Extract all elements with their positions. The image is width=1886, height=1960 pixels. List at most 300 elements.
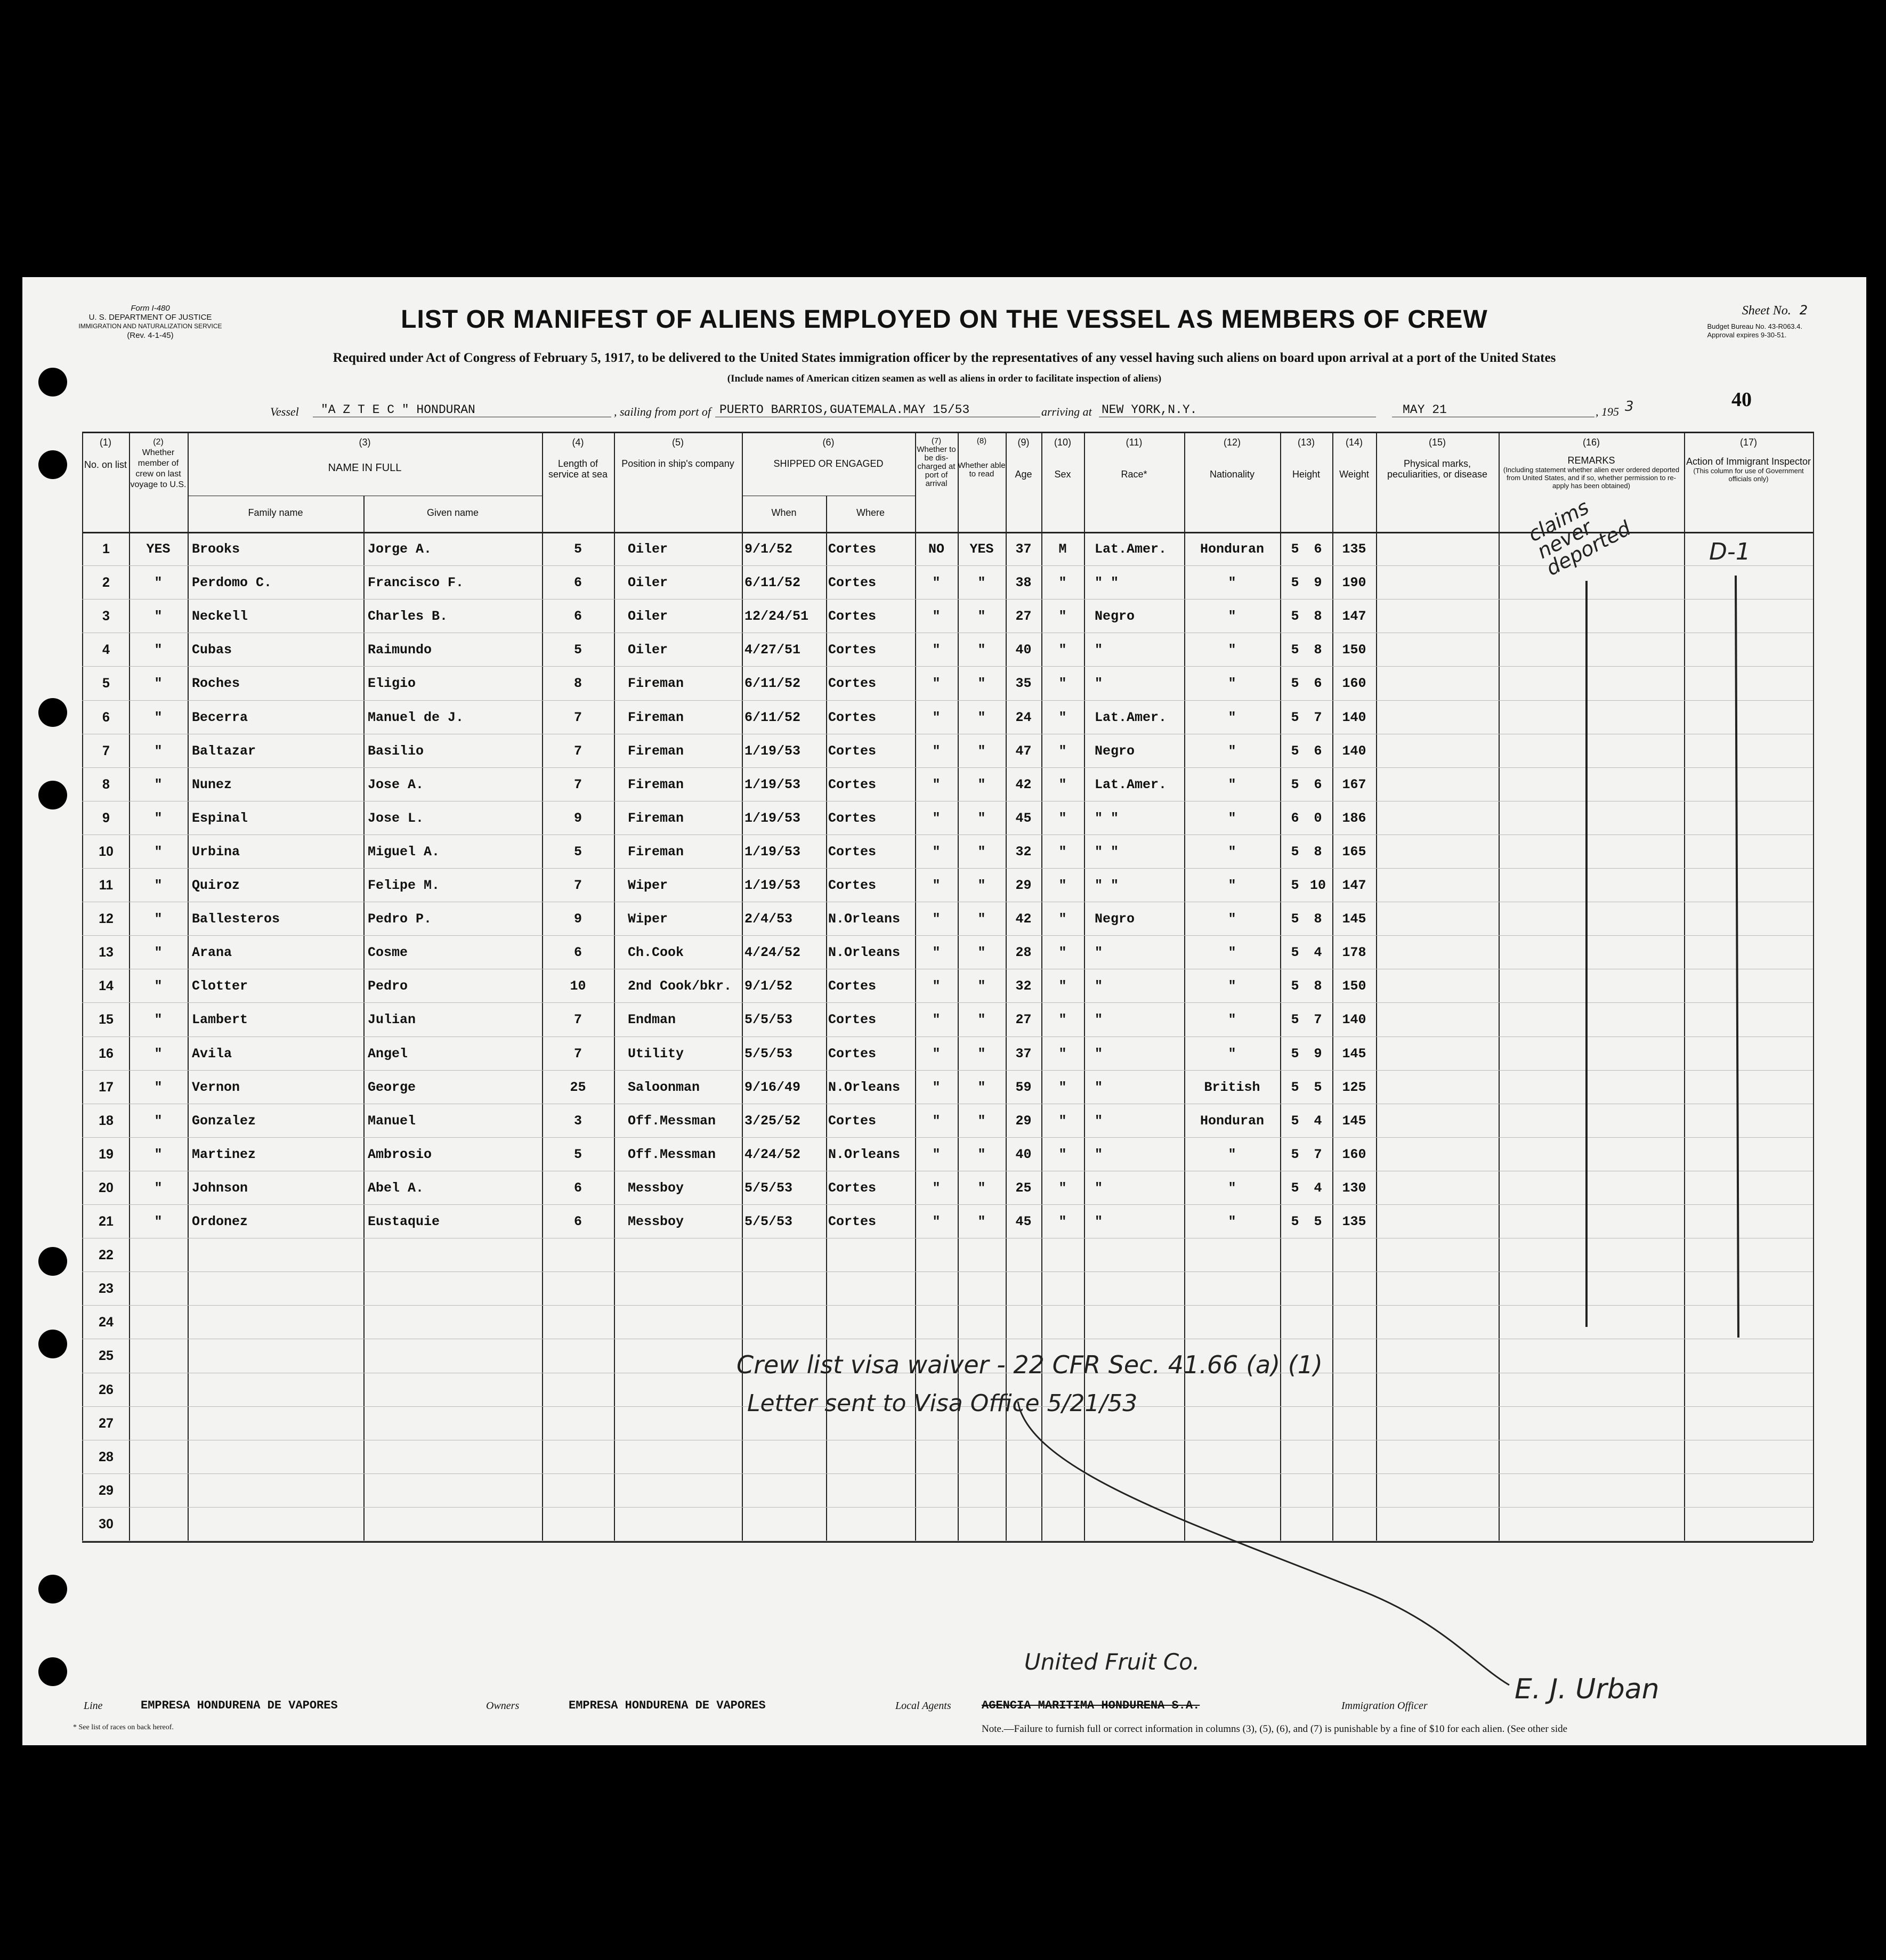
cell-read: " <box>977 945 986 961</box>
cell-where: Cortes <box>828 609 877 625</box>
cell-position: Oiler <box>628 575 668 591</box>
cell-sex: " <box>1058 676 1067 692</box>
cell-disch: " <box>932 810 941 826</box>
manifest-sheet <box>22 277 1866 1745</box>
cell-position: Messboy <box>628 1214 684 1229</box>
cell-given: Jose A. <box>368 776 424 792</box>
col-17-header: (17) Action of Immigrant Inspector (This column for use of Government officials only) <box>1686 437 1811 483</box>
cell-when: 1/19/53 <box>744 743 801 759</box>
cell-family: Ordonez <box>192 1214 248 1229</box>
cell-age: 40 <box>1015 642 1032 658</box>
cell-last: " <box>154 878 163 893</box>
cell-disch: " <box>932 575 941 591</box>
cell-last: " <box>154 911 163 927</box>
remark-handwritten: claims never deported <box>1524 495 1635 580</box>
col-8-header: (8) Whether able to read <box>958 436 1006 479</box>
row-number: 30 <box>99 1516 114 1532</box>
cell-nat: " <box>1228 1180 1236 1196</box>
cell-given: Cosme <box>368 945 408 961</box>
cell-family: Arana <box>192 945 232 961</box>
row-number: 15 <box>99 1012 114 1027</box>
cell-nat: " <box>1228 1146 1236 1162</box>
cell-disch: " <box>932 776 941 792</box>
cell-when: 3/25/52 <box>744 1113 801 1129</box>
service: IMMIGRATION AND NATURALIZATION SERVICE <box>78 322 222 330</box>
cell-service: 6 <box>573 609 582 625</box>
cell-nat: " <box>1228 709 1236 725</box>
cell-service: 6 <box>573 945 582 961</box>
cell-read: " <box>977 810 986 826</box>
row-number: 12 <box>99 911 114 927</box>
cell-nat: " <box>1228 1012 1236 1028</box>
cell-age: 37 <box>1015 541 1032 557</box>
cell-position: Off.Messman <box>628 1113 716 1129</box>
cell-position: Fireman <box>628 709 684 725</box>
cell-age: 32 <box>1015 844 1032 860</box>
year-suffix: 3 <box>1625 399 1634 415</box>
cell-service: 5 <box>573 541 582 557</box>
cell-ft: 5 <box>1291 609 1299 625</box>
cell-ft: 5 <box>1291 743 1299 759</box>
cell-service: 7 <box>573 878 582 893</box>
row-number: 24 <box>99 1315 114 1330</box>
cell-race: " " <box>1095 844 1119 860</box>
cell-read: " <box>977 978 986 994</box>
cell-in: 9 <box>1314 1046 1322 1062</box>
cell-disch: " <box>932 1113 941 1129</box>
cell-last: " <box>154 844 163 860</box>
cell-in: 7 <box>1314 1146 1322 1162</box>
cell-where: Cortes <box>828 1012 877 1028</box>
cell-age: 45 <box>1015 1214 1032 1229</box>
row-number: 13 <box>99 945 114 960</box>
cell-last: " <box>154 1046 163 1062</box>
cell-ft: 5 <box>1291 776 1299 792</box>
col-7-header: (7) Whether to be dis-charged at port of arrival <box>917 436 956 488</box>
cell-in: 6 <box>1314 541 1322 557</box>
cell-nat: " <box>1228 743 1236 759</box>
cell-position: Messboy <box>628 1180 684 1196</box>
cell-read: " <box>977 911 986 927</box>
cell-read: " <box>977 1180 986 1196</box>
cell-read: " <box>977 878 986 893</box>
row-number: 10 <box>99 844 114 859</box>
cell-read: " <box>977 1046 986 1062</box>
cell-service: 5 <box>573 642 582 658</box>
cell-service: 6 <box>573 1180 582 1196</box>
owners-label: Owners <box>486 1700 520 1712</box>
punch-hole <box>38 1657 67 1686</box>
cell-service: 10 <box>570 978 586 994</box>
cell-in: 8 <box>1314 642 1322 658</box>
cell-disch: " <box>932 1180 941 1196</box>
cell-race: " <box>1095 1046 1103 1062</box>
cell-age: 29 <box>1015 1113 1032 1129</box>
col-13-header: (13) Height <box>1292 437 1321 480</box>
cell-wt: 150 <box>1342 978 1366 994</box>
cell-in: 5 <box>1314 1079 1322 1095</box>
cell-wt: 135 <box>1342 541 1366 557</box>
cell-disch: " <box>932 878 941 893</box>
cell-family: Nunez <box>192 776 232 792</box>
cell-sex: " <box>1058 1146 1067 1162</box>
col-1-header: (1) No. on list <box>84 437 127 470</box>
cell-last: " <box>154 709 163 725</box>
revision: (Rev. 4-1-45) <box>127 331 174 340</box>
punch-hole <box>38 368 67 396</box>
cell-family: Quiroz <box>192 878 240 893</box>
cell-where: Cortes <box>828 676 877 692</box>
row-number: 17 <box>99 1079 114 1095</box>
cell-ft: 5 <box>1291 878 1299 893</box>
cell-given: Manuel <box>368 1113 416 1129</box>
cell-given: Pedro <box>368 978 408 994</box>
where-header: Where <box>856 507 885 518</box>
cell-wt: 130 <box>1342 1180 1366 1196</box>
cell-position: Fireman <box>628 676 684 692</box>
col-12-header: (12) Nationality <box>1209 437 1255 480</box>
cell-service: 6 <box>573 575 582 591</box>
cell-read: YES <box>969 541 994 557</box>
cell-when: 5/5/53 <box>744 1012 793 1028</box>
cell-ft: 5 <box>1291 911 1299 927</box>
cell-wt: 147 <box>1342 878 1366 893</box>
punch-hole <box>38 1330 67 1358</box>
row-number: 20 <box>99 1180 114 1195</box>
cell-ft: 5 <box>1291 676 1299 692</box>
handwritten-strokes <box>22 277 1866 1745</box>
cell-ft: 5 <box>1291 1180 1299 1196</box>
local-agents-label: Local Agents <box>895 1700 951 1712</box>
cell-service: 9 <box>573 911 582 927</box>
cell-family: Cubas <box>192 642 232 658</box>
cell-age: 38 <box>1015 575 1032 591</box>
cell-race: " " <box>1095 575 1119 591</box>
cell-race: Negro <box>1095 743 1135 759</box>
col-15-header: (15) Physical marks, peculiarities, or disease <box>1387 437 1488 480</box>
cell-family: Avila <box>192 1046 232 1062</box>
row-number: 21 <box>99 1214 114 1229</box>
cell-read: " <box>977 1012 986 1028</box>
cell-race: " <box>1095 642 1103 658</box>
cell-wt: 145 <box>1342 1046 1366 1062</box>
cell-race: Lat.Amer. <box>1095 709 1167 725</box>
cell-nat: " <box>1228 642 1236 658</box>
cell-position: Oiler <box>628 609 668 625</box>
cell-where: Cortes <box>828 709 877 725</box>
cell-race: " " <box>1095 878 1119 893</box>
cell-disch: " <box>932 911 941 927</box>
cell-nat: " <box>1228 844 1236 860</box>
arriving-at-value: NEW YORK,N.Y. <box>1102 403 1197 417</box>
cell-age: 29 <box>1015 878 1032 893</box>
cell-where: N.Orleans <box>828 911 901 927</box>
cell-age: 42 <box>1015 776 1032 792</box>
row-number: 5 <box>102 676 110 691</box>
cell-in: 8 <box>1314 911 1322 927</box>
cell-given: Francisco F. <box>368 575 464 591</box>
line-label: Line <box>84 1700 103 1712</box>
cell-disch: " <box>932 1146 941 1162</box>
cell-given: George <box>368 1079 416 1095</box>
punch-hole <box>38 698 67 727</box>
cell-service: 7 <box>573 776 582 792</box>
action-handwritten: D-1 <box>1709 538 1751 565</box>
penalty-note: Note.—Failure to furnish full or correct information in columns (3), (5), (6), and (7) is punishable by a fine of $10 for each alien. (See other side <box>982 1723 1568 1735</box>
cell-ft: 5 <box>1291 1113 1299 1129</box>
row-number: 16 <box>99 1046 114 1061</box>
cell-last: " <box>154 1180 163 1196</box>
cell-ft: 5 <box>1291 844 1299 860</box>
cell-age: 47 <box>1015 743 1032 759</box>
row-number: 14 <box>99 978 114 994</box>
cell-given: Jorge A. <box>368 541 432 557</box>
row-number: 19 <box>99 1146 114 1162</box>
cell-when: 12/24/51 <box>744 609 809 625</box>
given-name-header: Given name <box>426 507 479 518</box>
cell-service: 5 <box>573 1146 582 1162</box>
cell-when: 5/5/53 <box>744 1214 793 1229</box>
cell-wt: 145 <box>1342 911 1366 927</box>
cell-race: " <box>1095 978 1103 994</box>
row-number: 26 <box>99 1382 114 1397</box>
cell-family: Neckell <box>192 609 248 625</box>
family-name-header: Family name <box>248 507 303 518</box>
cell-last: " <box>154 1012 163 1028</box>
cell-when: 6/11/52 <box>744 709 801 725</box>
cell-last: " <box>154 1113 163 1129</box>
vessel-label: Vessel <box>270 405 299 418</box>
col-4-header: (4) Length of service at sea <box>548 437 608 480</box>
col-2-header: (2) Whether member of crew on last voyage to U.S. <box>130 438 187 489</box>
cell-when: 9/16/49 <box>744 1079 801 1095</box>
requirement-text: Required under Act of Congress of February 5, 1917, to be delivered to the United States immigration officer by the representatives of any vessel having such aliens on board upon arrival at a port of the United States <box>333 351 1556 365</box>
cell-race: Negro <box>1095 911 1135 927</box>
cell-sex: M <box>1058 541 1067 557</box>
cell-read: " <box>977 676 986 692</box>
cell-wt: 147 <box>1342 609 1366 625</box>
cell-sex: " <box>1058 1214 1067 1229</box>
cell-nat: " <box>1228 878 1236 893</box>
cell-position: Saloonman <box>628 1079 700 1095</box>
cell-disch: " <box>932 609 941 625</box>
col-11-header: (11) Race* <box>1121 437 1147 480</box>
race-footnote: * See list of races on back hereof. <box>73 1723 174 1731</box>
cell-read: " <box>977 1113 986 1129</box>
cell-disch: " <box>932 844 941 860</box>
cell-where: Cortes <box>828 743 877 759</box>
row-number: 29 <box>99 1483 114 1498</box>
cell-given: Jose L. <box>368 810 424 826</box>
cell-race: " <box>1095 1180 1103 1196</box>
cell-read: " <box>977 575 986 591</box>
cell-in: 4 <box>1314 945 1322 961</box>
cell-service: 5 <box>573 844 582 860</box>
cell-service: 7 <box>573 1046 582 1062</box>
cell-when: 4/24/52 <box>744 1146 801 1162</box>
cell-family: Perdomo C. <box>192 575 272 591</box>
cell-family: Roches <box>192 676 240 692</box>
cell-age: 42 <box>1015 911 1032 927</box>
cell-read: " <box>977 642 986 658</box>
col-9-header: (9) Age <box>1015 437 1032 480</box>
cell-sex: " <box>1058 978 1067 994</box>
officer-signature: E. J. Urban <box>1515 1673 1660 1705</box>
cell-in: 7 <box>1314 709 1322 725</box>
cell-last: " <box>154 743 163 759</box>
cell-race: Lat.Amer. <box>1095 776 1167 792</box>
cell-in: 8 <box>1314 844 1322 860</box>
cell-last: " <box>154 676 163 692</box>
col-14-header: (14) Weight <box>1339 437 1369 480</box>
cell-family: Baltazar <box>192 743 256 759</box>
cell-when: 2/4/53 <box>744 911 793 927</box>
cell-family: Lambert <box>192 1012 248 1028</box>
cell-race: " <box>1095 945 1103 961</box>
row-number: 27 <box>99 1415 114 1431</box>
row-number: 11 <box>99 878 114 893</box>
cell-disch: " <box>932 676 941 692</box>
cell-wt: 167 <box>1342 776 1366 792</box>
cell-service: 7 <box>573 709 582 725</box>
cell-ft: 5 <box>1291 1046 1299 1062</box>
cell-given: Basilio <box>368 743 424 759</box>
row-number: 9 <box>102 810 110 825</box>
punch-hole <box>38 1575 67 1603</box>
cell-wt: 125 <box>1342 1079 1366 1095</box>
cell-ft: 5 <box>1291 1146 1299 1162</box>
punch-hole <box>38 781 67 809</box>
arriving-label: arriving at <box>1041 405 1092 418</box>
cell-ft: 6 <box>1291 810 1299 826</box>
immigration-officer-label: Immigration Officer <box>1341 1700 1428 1712</box>
cell-sex: " <box>1058 945 1067 961</box>
row-number: 22 <box>99 1248 114 1263</box>
cell-when: 4/24/52 <box>744 945 801 961</box>
cell-nat: Honduran <box>1200 1113 1265 1129</box>
cell-nat: " <box>1228 1214 1236 1229</box>
cell-disch: " <box>932 1046 941 1062</box>
visa-waiver-handwritten: Crew list visa waiver - 22 CFR Sec. 41.66 (a) (1) <box>736 1350 1323 1379</box>
requirement-note: (Include names of American citizen seamen as well as aliens in order to facilitate inspection of aliens) <box>727 373 1162 384</box>
cell-where: Cortes <box>828 1180 877 1196</box>
cell-in: 4 <box>1314 1113 1322 1129</box>
row-number: 7 <box>102 743 110 758</box>
cell-disch: " <box>932 709 941 725</box>
cell-wt: 178 <box>1342 945 1366 961</box>
cell-given: Ambrosio <box>368 1146 432 1162</box>
cell-where: Cortes <box>828 541 877 557</box>
cell-race: " <box>1095 676 1103 692</box>
cell-service: 8 <box>573 676 582 692</box>
row-number: 4 <box>102 642 110 658</box>
cell-ft: 5 <box>1291 1214 1299 1229</box>
cell-when: 5/5/53 <box>744 1180 793 1196</box>
arrival-date-value: MAY 21 <box>1403 403 1447 417</box>
cell-nat: " <box>1228 575 1236 591</box>
cell-nat: " <box>1228 1046 1236 1062</box>
budget-line-1: Budget Bureau No. 43-R063.4. <box>1707 322 1802 330</box>
sheet-value: 2 <box>1799 303 1808 318</box>
cell-wt: 186 <box>1342 810 1366 826</box>
cell-last: " <box>154 609 163 625</box>
cell-sex: " <box>1058 1012 1067 1028</box>
cell-wt: 150 <box>1342 642 1366 658</box>
cell-race: " <box>1095 1146 1103 1162</box>
cell-age: 37 <box>1015 1046 1032 1062</box>
cell-where: N.Orleans <box>828 945 901 961</box>
cell-when: 9/1/52 <box>744 541 793 557</box>
cell-sex: " <box>1058 743 1067 759</box>
cell-wt: 160 <box>1342 676 1366 692</box>
cell-ft: 5 <box>1291 978 1299 994</box>
owners-value: EMPRESA HONDURENA DE VAPORES <box>569 1699 766 1712</box>
cell-position: Fireman <box>628 844 684 860</box>
cell-nat: " <box>1228 609 1236 625</box>
cell-sex: " <box>1058 776 1067 792</box>
cell-age: 45 <box>1015 810 1032 826</box>
punch-hole <box>38 450 67 479</box>
cell-sex: " <box>1058 810 1067 826</box>
cell-family: Clotter <box>192 978 248 994</box>
cell-age: 40 <box>1015 1146 1032 1162</box>
cell-position: Ch.Cook <box>628 945 684 961</box>
col-16-header: (16) REMARKS (Including statement whether alien ever ordered deported from United States, and if so, whether permission to re-apply has been obtained) <box>1503 437 1680 490</box>
cell-race: " " <box>1095 810 1119 826</box>
cell-age: 28 <box>1015 945 1032 961</box>
cell-position: Endman <box>628 1012 676 1028</box>
cell-read: " <box>977 1214 986 1229</box>
cell-family: Gonzalez <box>192 1113 256 1129</box>
cell-nat: British <box>1204 1079 1260 1095</box>
cell-where: Cortes <box>828 844 877 860</box>
line-value: EMPRESA HONDURENA DE VAPORES <box>141 1699 338 1712</box>
cell-where: N.Orleans <box>828 1079 901 1095</box>
cell-sex: " <box>1058 1046 1067 1062</box>
cell-where: Cortes <box>828 776 877 792</box>
row-number: 2 <box>102 575 110 590</box>
cell-nat: Honduran <box>1200 541 1265 557</box>
cell-given: Manuel de J. <box>368 709 464 725</box>
cell-in: 5 <box>1314 1214 1322 1229</box>
cell-position: Off.Messman <box>628 1146 716 1162</box>
page-title: LIST OR MANIFEST OF ALIENS EMPLOYED ON THE VESSEL AS MEMBERS OF CREW <box>401 305 1488 334</box>
cell-given: Eligio <box>368 676 416 692</box>
cell-disch: " <box>932 1214 941 1229</box>
agent-correction-handwritten: United Fruit Co. <box>1024 1649 1200 1675</box>
cell-race: " <box>1095 1079 1103 1095</box>
cell-when: 1/19/53 <box>744 810 801 826</box>
cell-age: 32 <box>1015 978 1032 994</box>
cell-wt: 190 <box>1342 575 1366 591</box>
cell-where: Cortes <box>828 978 877 994</box>
cell-position: Oiler <box>628 541 668 557</box>
cell-sex: " <box>1058 709 1067 725</box>
cell-age: 59 <box>1015 1079 1032 1095</box>
cell-sex: " <box>1058 1113 1067 1129</box>
row-number: 6 <box>102 709 110 725</box>
vessel-value: "A Z T E C " HONDURAN <box>321 403 475 417</box>
cell-where: Cortes <box>828 575 877 591</box>
cell-given: Angel <box>368 1046 408 1062</box>
cell-ft: 5 <box>1291 642 1299 658</box>
form-number: Form I-480 <box>131 304 170 313</box>
cell-age: 24 <box>1015 709 1032 725</box>
page-number: 40 <box>1731 388 1752 411</box>
cell-read: " <box>977 609 986 625</box>
cell-given: Pedro P. <box>368 911 432 927</box>
cell-family: Becerra <box>192 709 248 725</box>
